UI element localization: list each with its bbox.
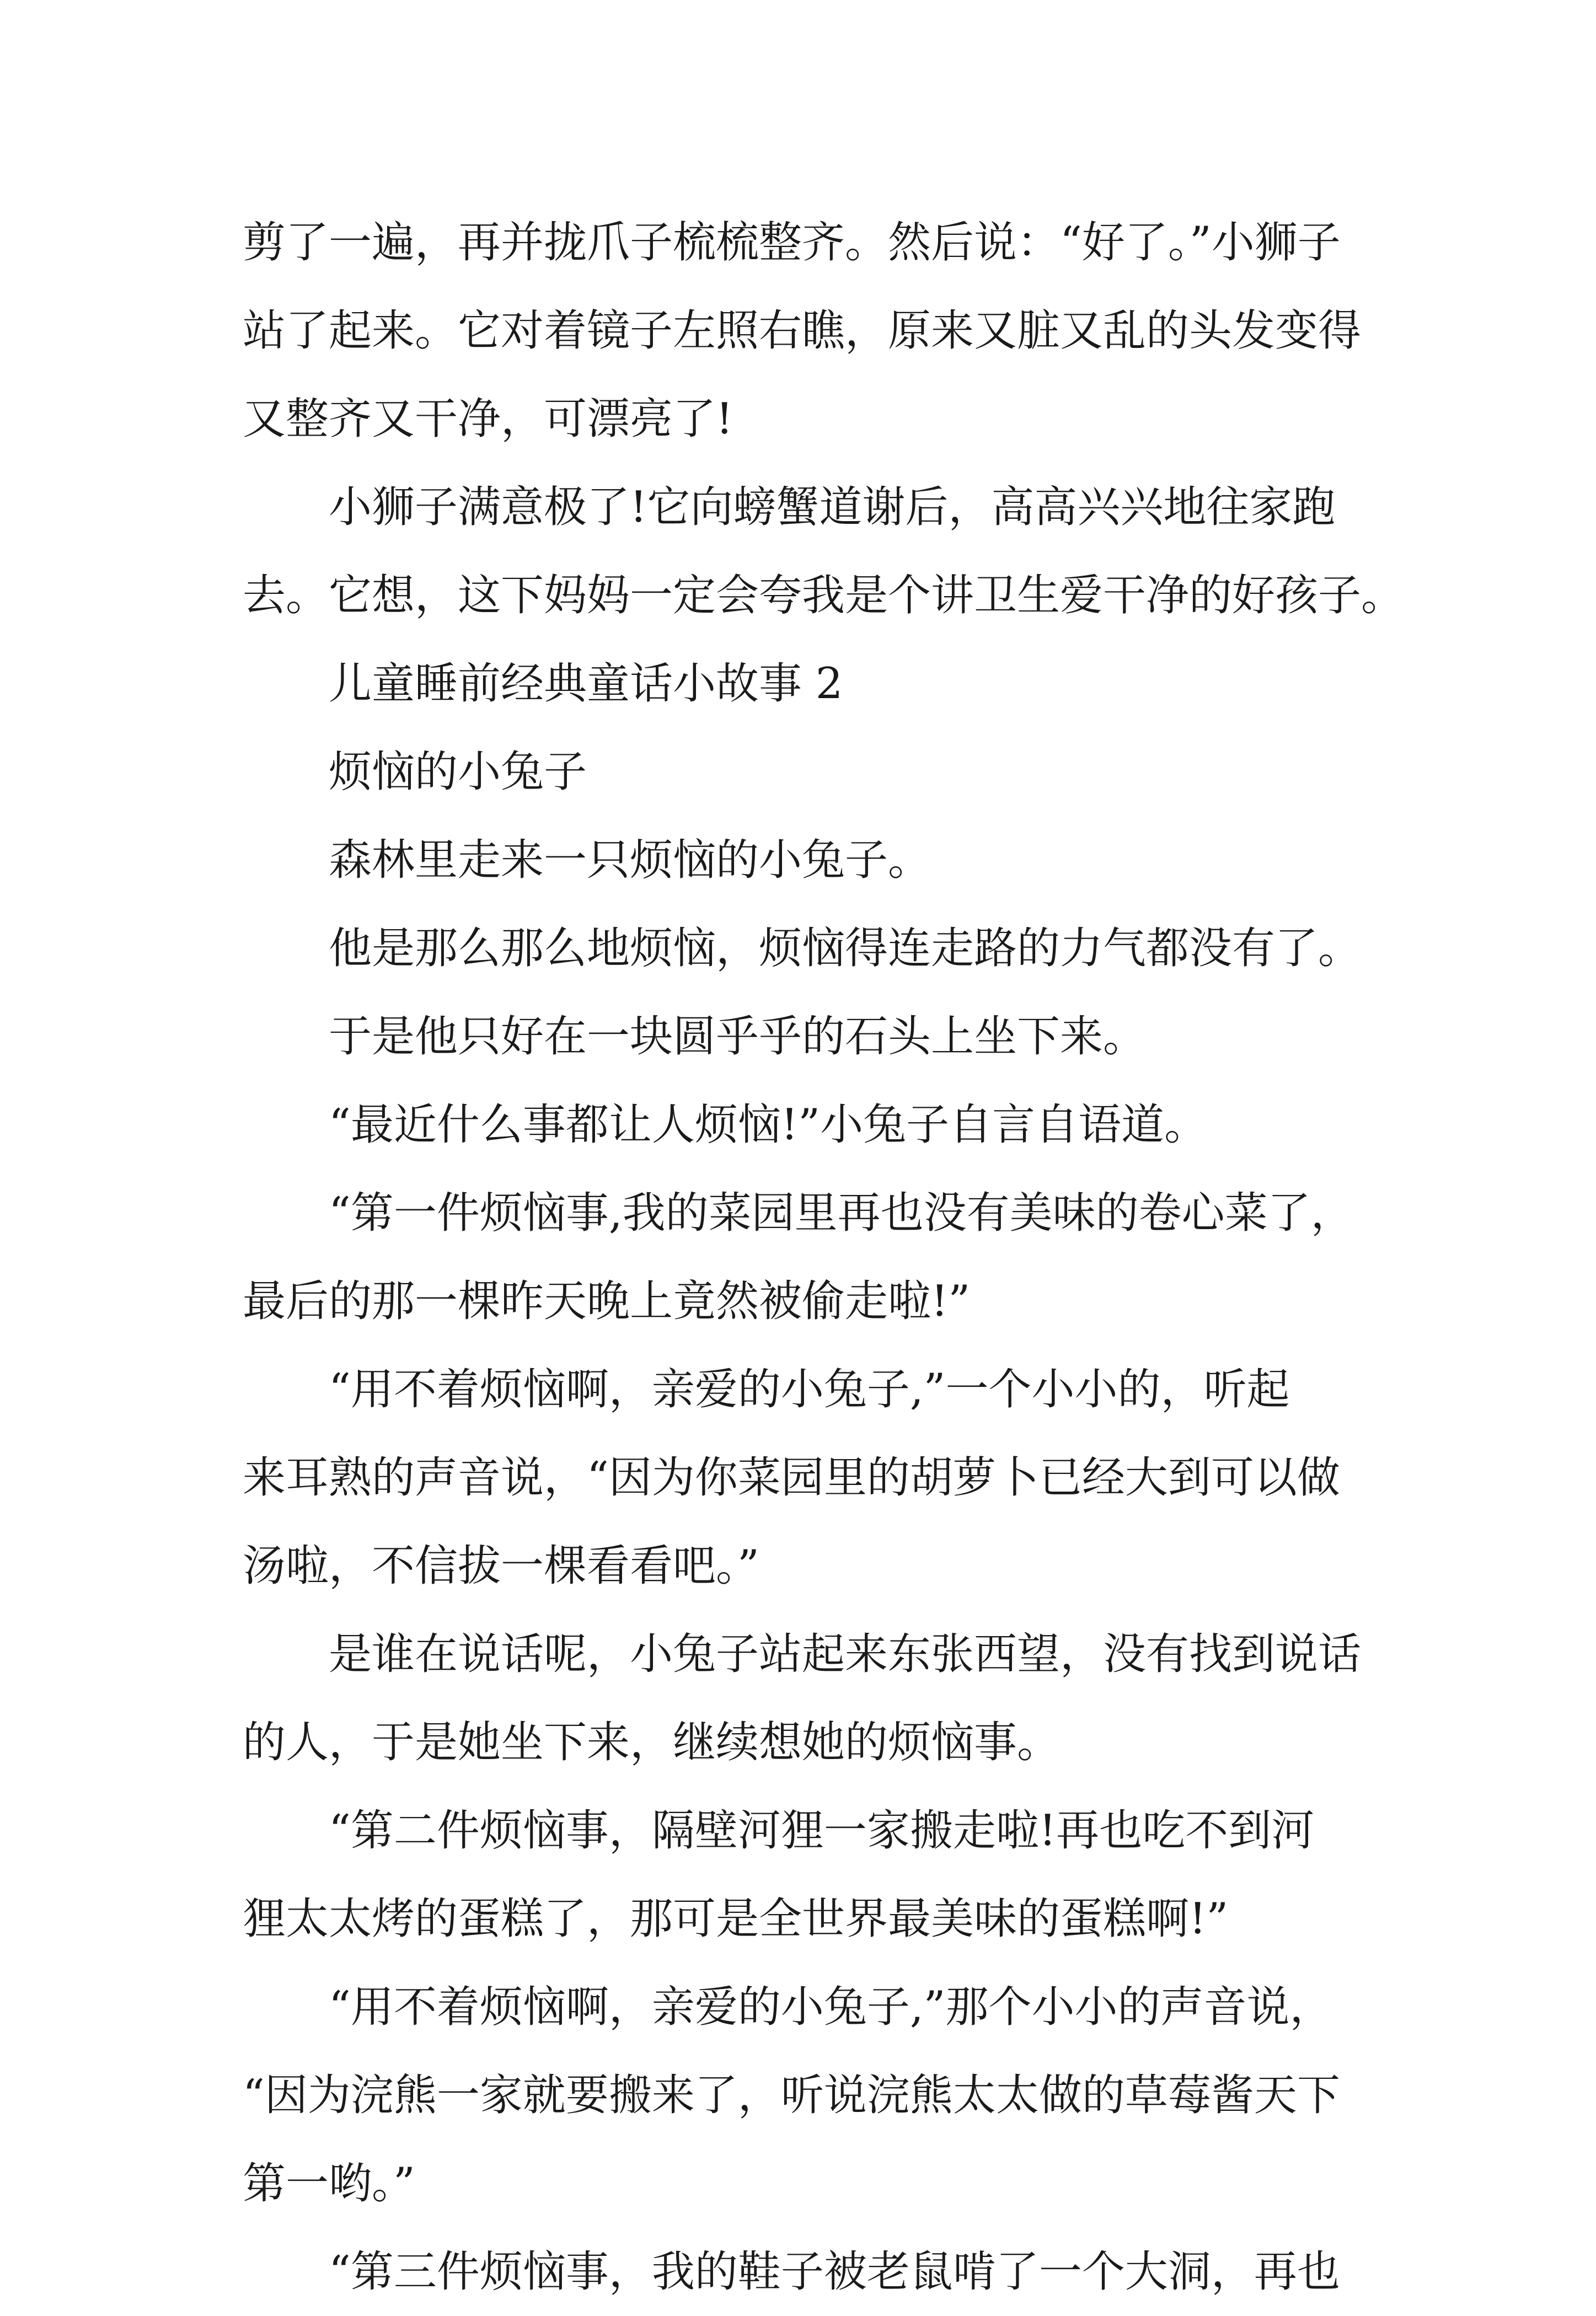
text-line: “第三件烦恼事，我的鞋子被老鼠啃了一个大洞，再也 [329, 2247, 1340, 2297]
text-line: 的人，于是她坐下来，继续想她的烦恼事。 [243, 1718, 1061, 1767]
text-line: 剪了一遍，再并拢爪子梳梳整齐。然后说：“好了。”小狮子 [243, 218, 1341, 267]
text-line: 去。它想，这下妈妈一定会夸我是个讲卫生爱干净的好孩子。 [243, 571, 1405, 620]
text-line: 又整齐又干净，可漂亮了! [243, 394, 733, 444]
text-line: 最后的那一棵昨天晚上竟然被偷走啦!” [243, 1277, 971, 1326]
text-line: “用不着烦恼啊，亲爱的小兔子,”那个小小的声音说， [329, 1982, 1333, 2032]
text-line: 于是他只好在一块圆乎乎的石头上坐下来。 [329, 1012, 1147, 1062]
text-line: “用不着烦恼啊，亲爱的小兔子,”一个小小的，听起 [329, 1365, 1290, 1414]
text-line: 小狮子满意极了!它向螃蟹道谢后，高高兴兴地往家跑 [329, 482, 1336, 532]
document-body [243, 199, 1412, 2316]
text-line: “最近什么事都让人烦恼!”小兔子自言自语道。 [329, 1100, 1208, 1150]
text-line: “第一件烦恼事,我的菜园里再也没有美味的卷心菜了， [329, 1188, 1354, 1238]
section-heading: 儿童睡前经典童话小故事 2 [329, 659, 843, 709]
text-line: 站了起来。它对着镜子左照右瞧，原来又脏又乱的头发变得 [243, 306, 1362, 356]
text-line: 狸太太烤的蛋糕了，那可是全世界最美味的蛋糕啊!” [243, 1894, 1229, 1944]
text-line: 森林里走来一只烦恼的小兔子。 [329, 835, 931, 885]
text-line: “因为浣熊一家就要搬来了，听说浣熊太太做的草莓酱天下 [243, 2071, 1340, 2120]
text-line: “第二件烦恼事，隔壁河狸一家搬走啦!再也吃不到河 [329, 1806, 1315, 1856]
text-line: 他是那么那么地烦恼，烦恼得连走路的力气都没有了。 [329, 924, 1362, 973]
story-title: 烦恼的小兔子 [329, 747, 587, 797]
text-line: 是谁在说话呢，小兔子站起来东张西望，没有找到说话 [329, 1629, 1362, 1679]
text-line: 汤啦，不信拔一棵看看吧。” [243, 1541, 759, 1591]
text-line: 第一哟。” [243, 2159, 415, 2208]
text-line: 来耳熟的声音说，“因为你菜园里的胡萝卜已经大到可以做 [243, 1453, 1340, 1503]
